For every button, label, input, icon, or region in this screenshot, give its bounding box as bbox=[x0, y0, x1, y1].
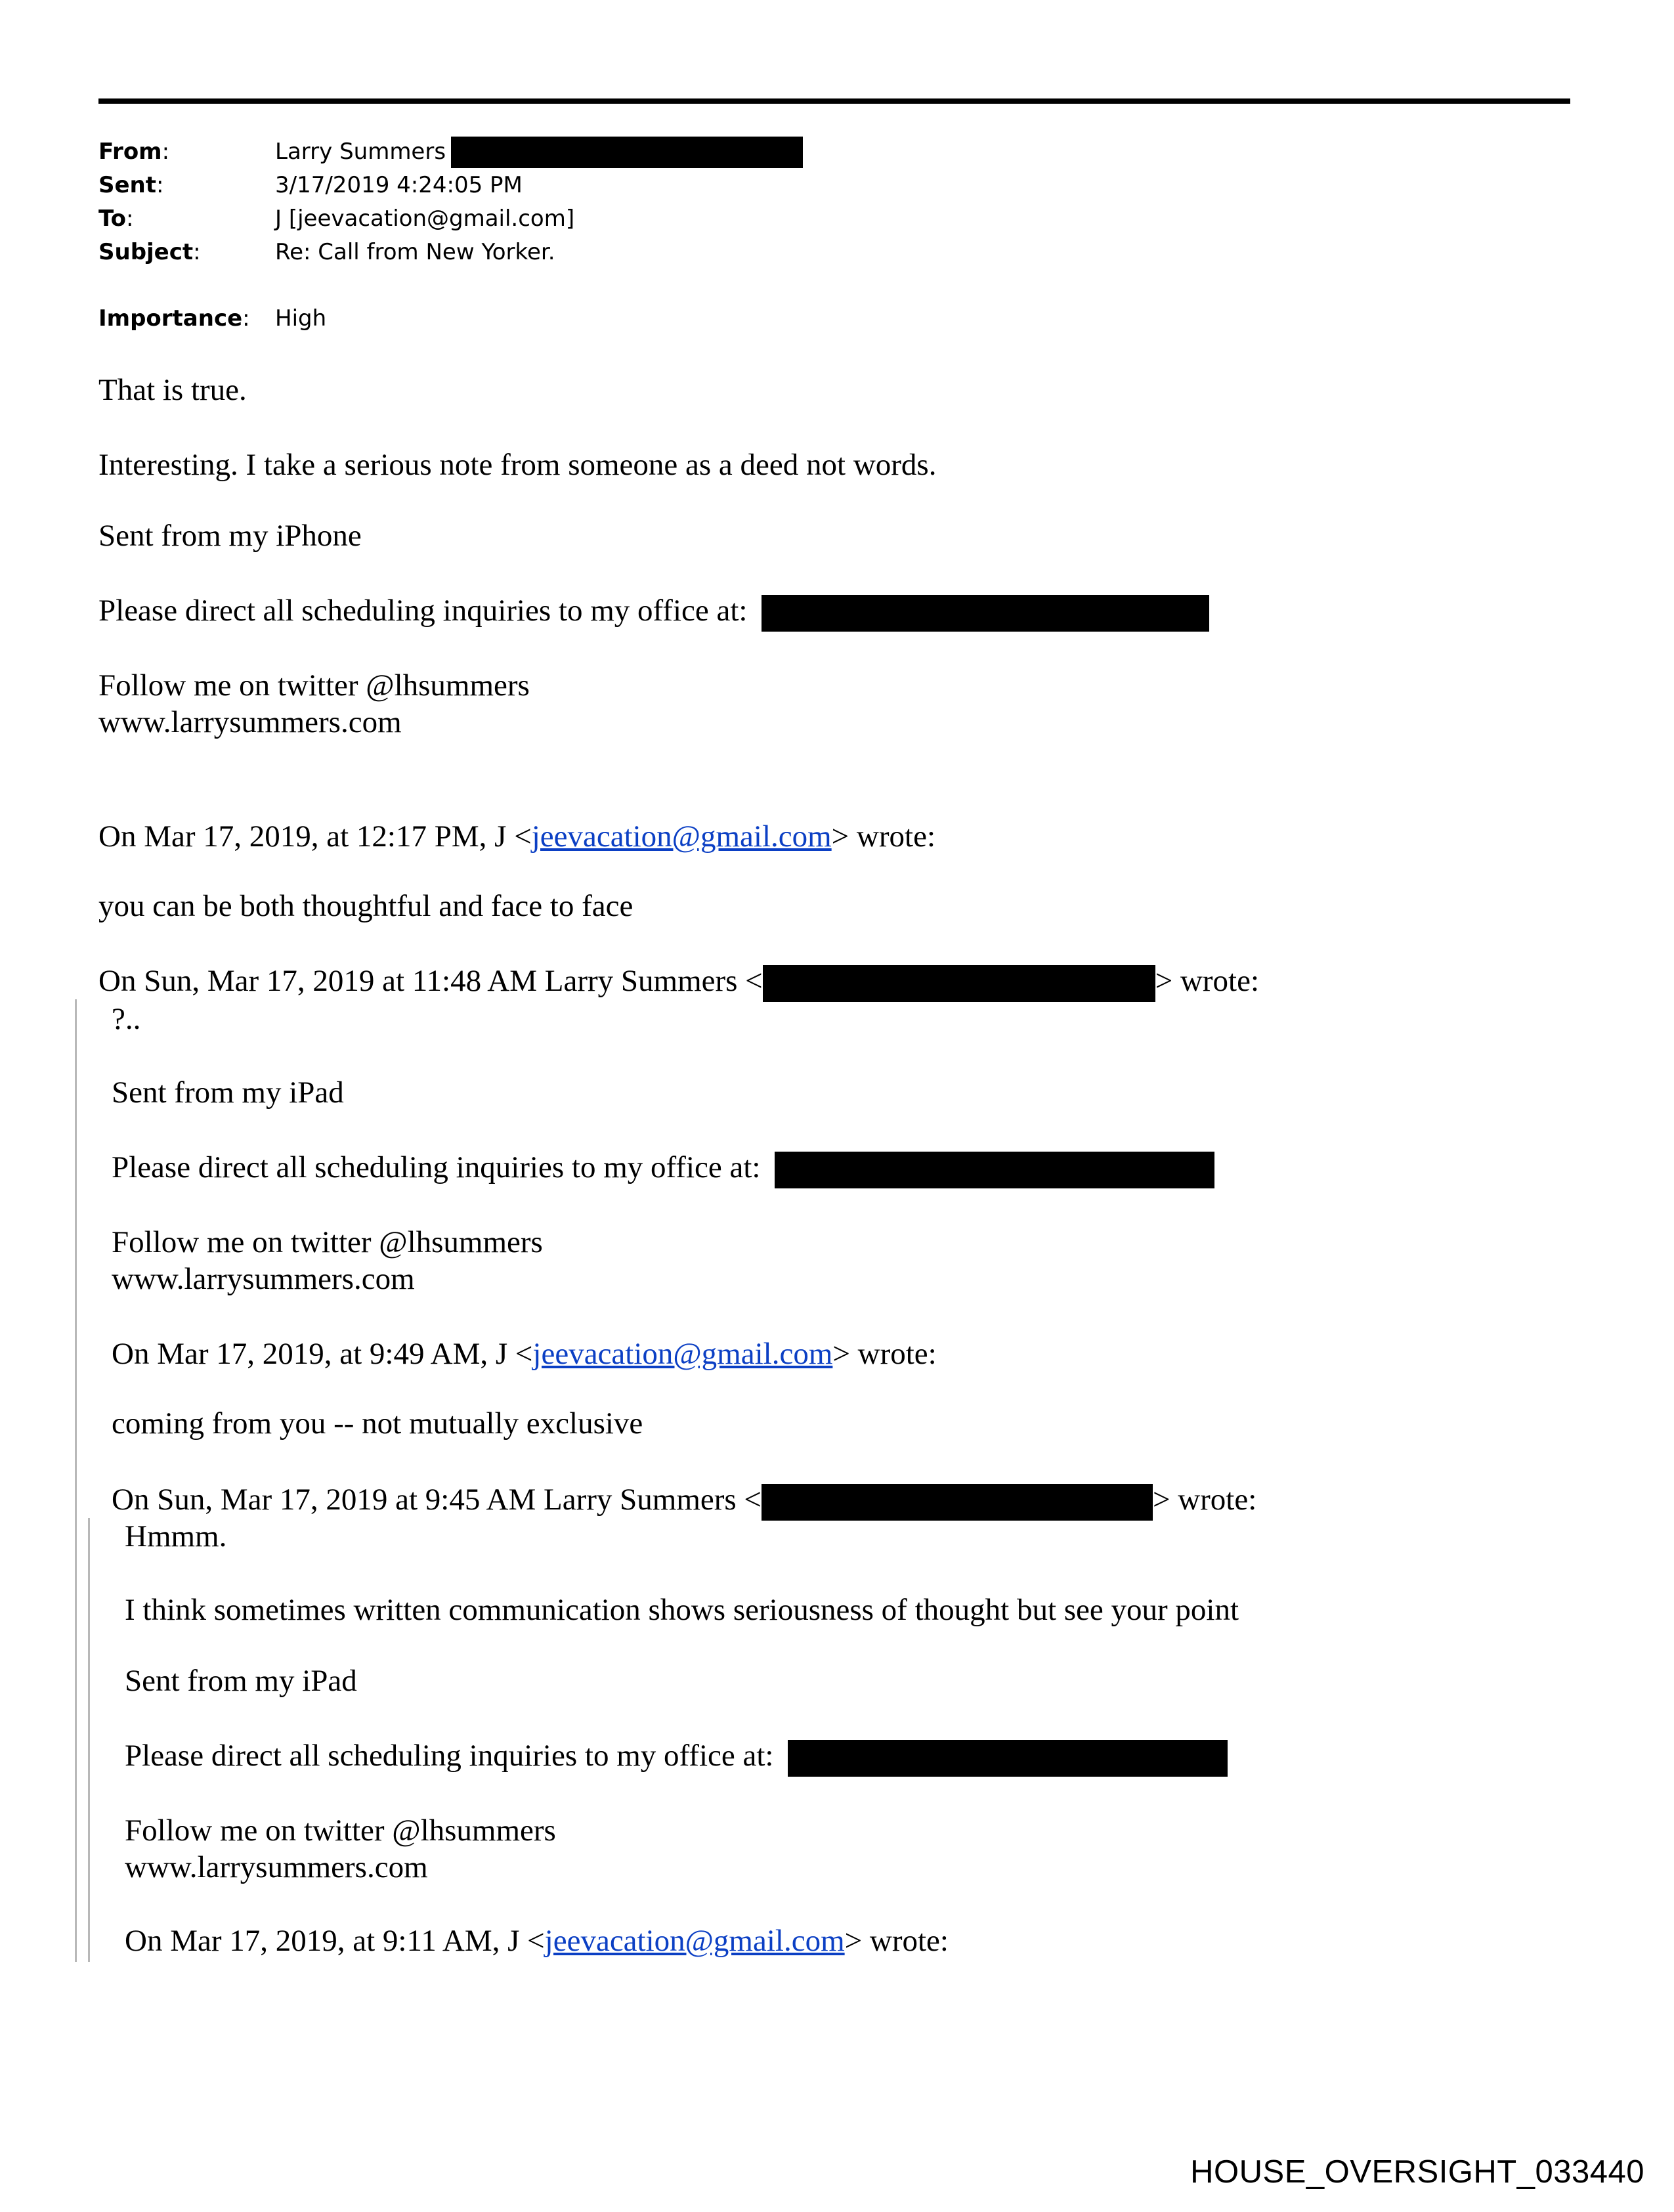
website-line: www.larrysummers.com bbox=[98, 705, 402, 739]
quote-intro-text: On Mar 17, 2019, at 9:49 AM, J < bbox=[112, 1337, 533, 1371]
to-value: J [jeevacation@gmail.com] bbox=[275, 206, 575, 232]
quote-intro bbox=[125, 1922, 949, 1959]
email-link[interactable]: jeevacation@gmail.com bbox=[532, 1337, 833, 1371]
subject-row: Subject: Re: Call from New Yorker. bbox=[98, 236, 803, 269]
quote-intro bbox=[112, 1481, 1256, 1521]
twitter-line: Follow me on twitter @lhsummers bbox=[98, 668, 530, 703]
importance-row: Importance: High bbox=[98, 302, 803, 336]
redaction-box bbox=[763, 965, 1155, 1002]
body-line-2: Interesting. I take a serious note from someone as a deed not words. bbox=[98, 448, 937, 482]
from-row: From: Larry Summers bbox=[98, 135, 803, 169]
quote-body-text: you can be both thoughtful and face to face bbox=[98, 889, 633, 923]
quote-intro bbox=[98, 818, 935, 855]
quote-intro-suffix: > wrote: bbox=[831, 819, 935, 854]
sent-from-signature: Sent from my iPad bbox=[112, 1075, 344, 1110]
redaction-box bbox=[775, 1152, 1214, 1188]
quote-intro-text: On Mar 17, 2019, at 9:11 AM, J < bbox=[125, 1924, 545, 1958]
quote-body-text: Hmmm. bbox=[125, 1519, 227, 1553]
website-line: www.larrysummers.com bbox=[112, 1262, 415, 1296]
redaction-box bbox=[788, 1740, 1228, 1777]
redaction-box bbox=[451, 137, 803, 168]
scheduling-line bbox=[98, 592, 1209, 632]
email-link[interactable]: jeevacation@gmail.com bbox=[531, 819, 832, 854]
quote-intro-text: On Sun, Mar 17, 2019 at 9:45 AM Larry Summers < bbox=[112, 1483, 762, 1517]
redaction-box bbox=[762, 1484, 1153, 1521]
quote-intro-suffix: > wrote: bbox=[1155, 964, 1260, 998]
body-line-1: That is true. bbox=[98, 373, 247, 407]
scheduling-line bbox=[112, 1149, 1214, 1188]
quote-intro-text: On Mar 17, 2019, at 12:17 PM, J < bbox=[98, 819, 532, 854]
quote-body-text: coming from you -- not mutually exclusive bbox=[112, 1406, 643, 1441]
quote-bar bbox=[75, 999, 77, 1962]
scheduling-line bbox=[125, 1737, 1228, 1777]
quote-intro bbox=[98, 963, 1259, 1002]
quote-intro-suffix: > wrote: bbox=[832, 1337, 937, 1371]
quote-bar bbox=[88, 1518, 90, 1962]
scheduling-text: Please direct all scheduling inquiries to my office at: bbox=[112, 1150, 761, 1184]
email-headers bbox=[98, 135, 803, 336]
to-label: To bbox=[98, 206, 127, 232]
subject-label: Subject bbox=[98, 239, 194, 265]
sent-label: Sent bbox=[98, 172, 157, 198]
bates-number: HOUSE_OVERSIGHT_033440 bbox=[1190, 2154, 1644, 2190]
from-label: From bbox=[98, 139, 162, 165]
header-divider bbox=[98, 98, 1570, 104]
quote-intro bbox=[112, 1335, 937, 1372]
scheduling-text: Please direct all scheduling inquiries to my office at: bbox=[98, 594, 748, 628]
quote-intro-text: On Sun, Mar 17, 2019 at 11:48 AM Larry Summers < bbox=[98, 964, 763, 998]
redaction-box bbox=[762, 595, 1209, 632]
importance-value: High bbox=[275, 305, 327, 332]
sent-value: 3/17/2019 4:24:05 PM bbox=[275, 172, 523, 198]
from-value: Larry Summers bbox=[275, 139, 446, 165]
scheduling-text: Please direct all scheduling inquiries to my office at: bbox=[125, 1739, 774, 1773]
sent-row: Sent: 3/17/2019 4:24:05 PM bbox=[98, 169, 803, 202]
subject-value: Re: Call from New Yorker. bbox=[275, 239, 555, 265]
quote-intro-suffix: > wrote: bbox=[1152, 1483, 1257, 1517]
email-link[interactable]: jeevacation@gmail.com bbox=[544, 1924, 845, 1958]
website-line: www.larrysummers.com bbox=[125, 1850, 428, 1884]
importance-label: Importance bbox=[98, 305, 243, 332]
sent-from-signature: Sent from my iPhone bbox=[98, 519, 362, 553]
quote-intro-suffix: > wrote: bbox=[844, 1924, 949, 1958]
quote-body-text: ?.. bbox=[112, 1002, 141, 1036]
twitter-line: Follow me on twitter @lhsummers bbox=[112, 1225, 543, 1259]
quote-body-text: I think sometimes written communication shows seriousness of thought but see your point bbox=[125, 1593, 1239, 1627]
twitter-line: Follow me on twitter @lhsummers bbox=[125, 1813, 556, 1848]
to-row: To: J [jeevacation@gmail.com] bbox=[98, 202, 803, 236]
sent-from-signature: Sent from my iPad bbox=[125, 1664, 357, 1698]
